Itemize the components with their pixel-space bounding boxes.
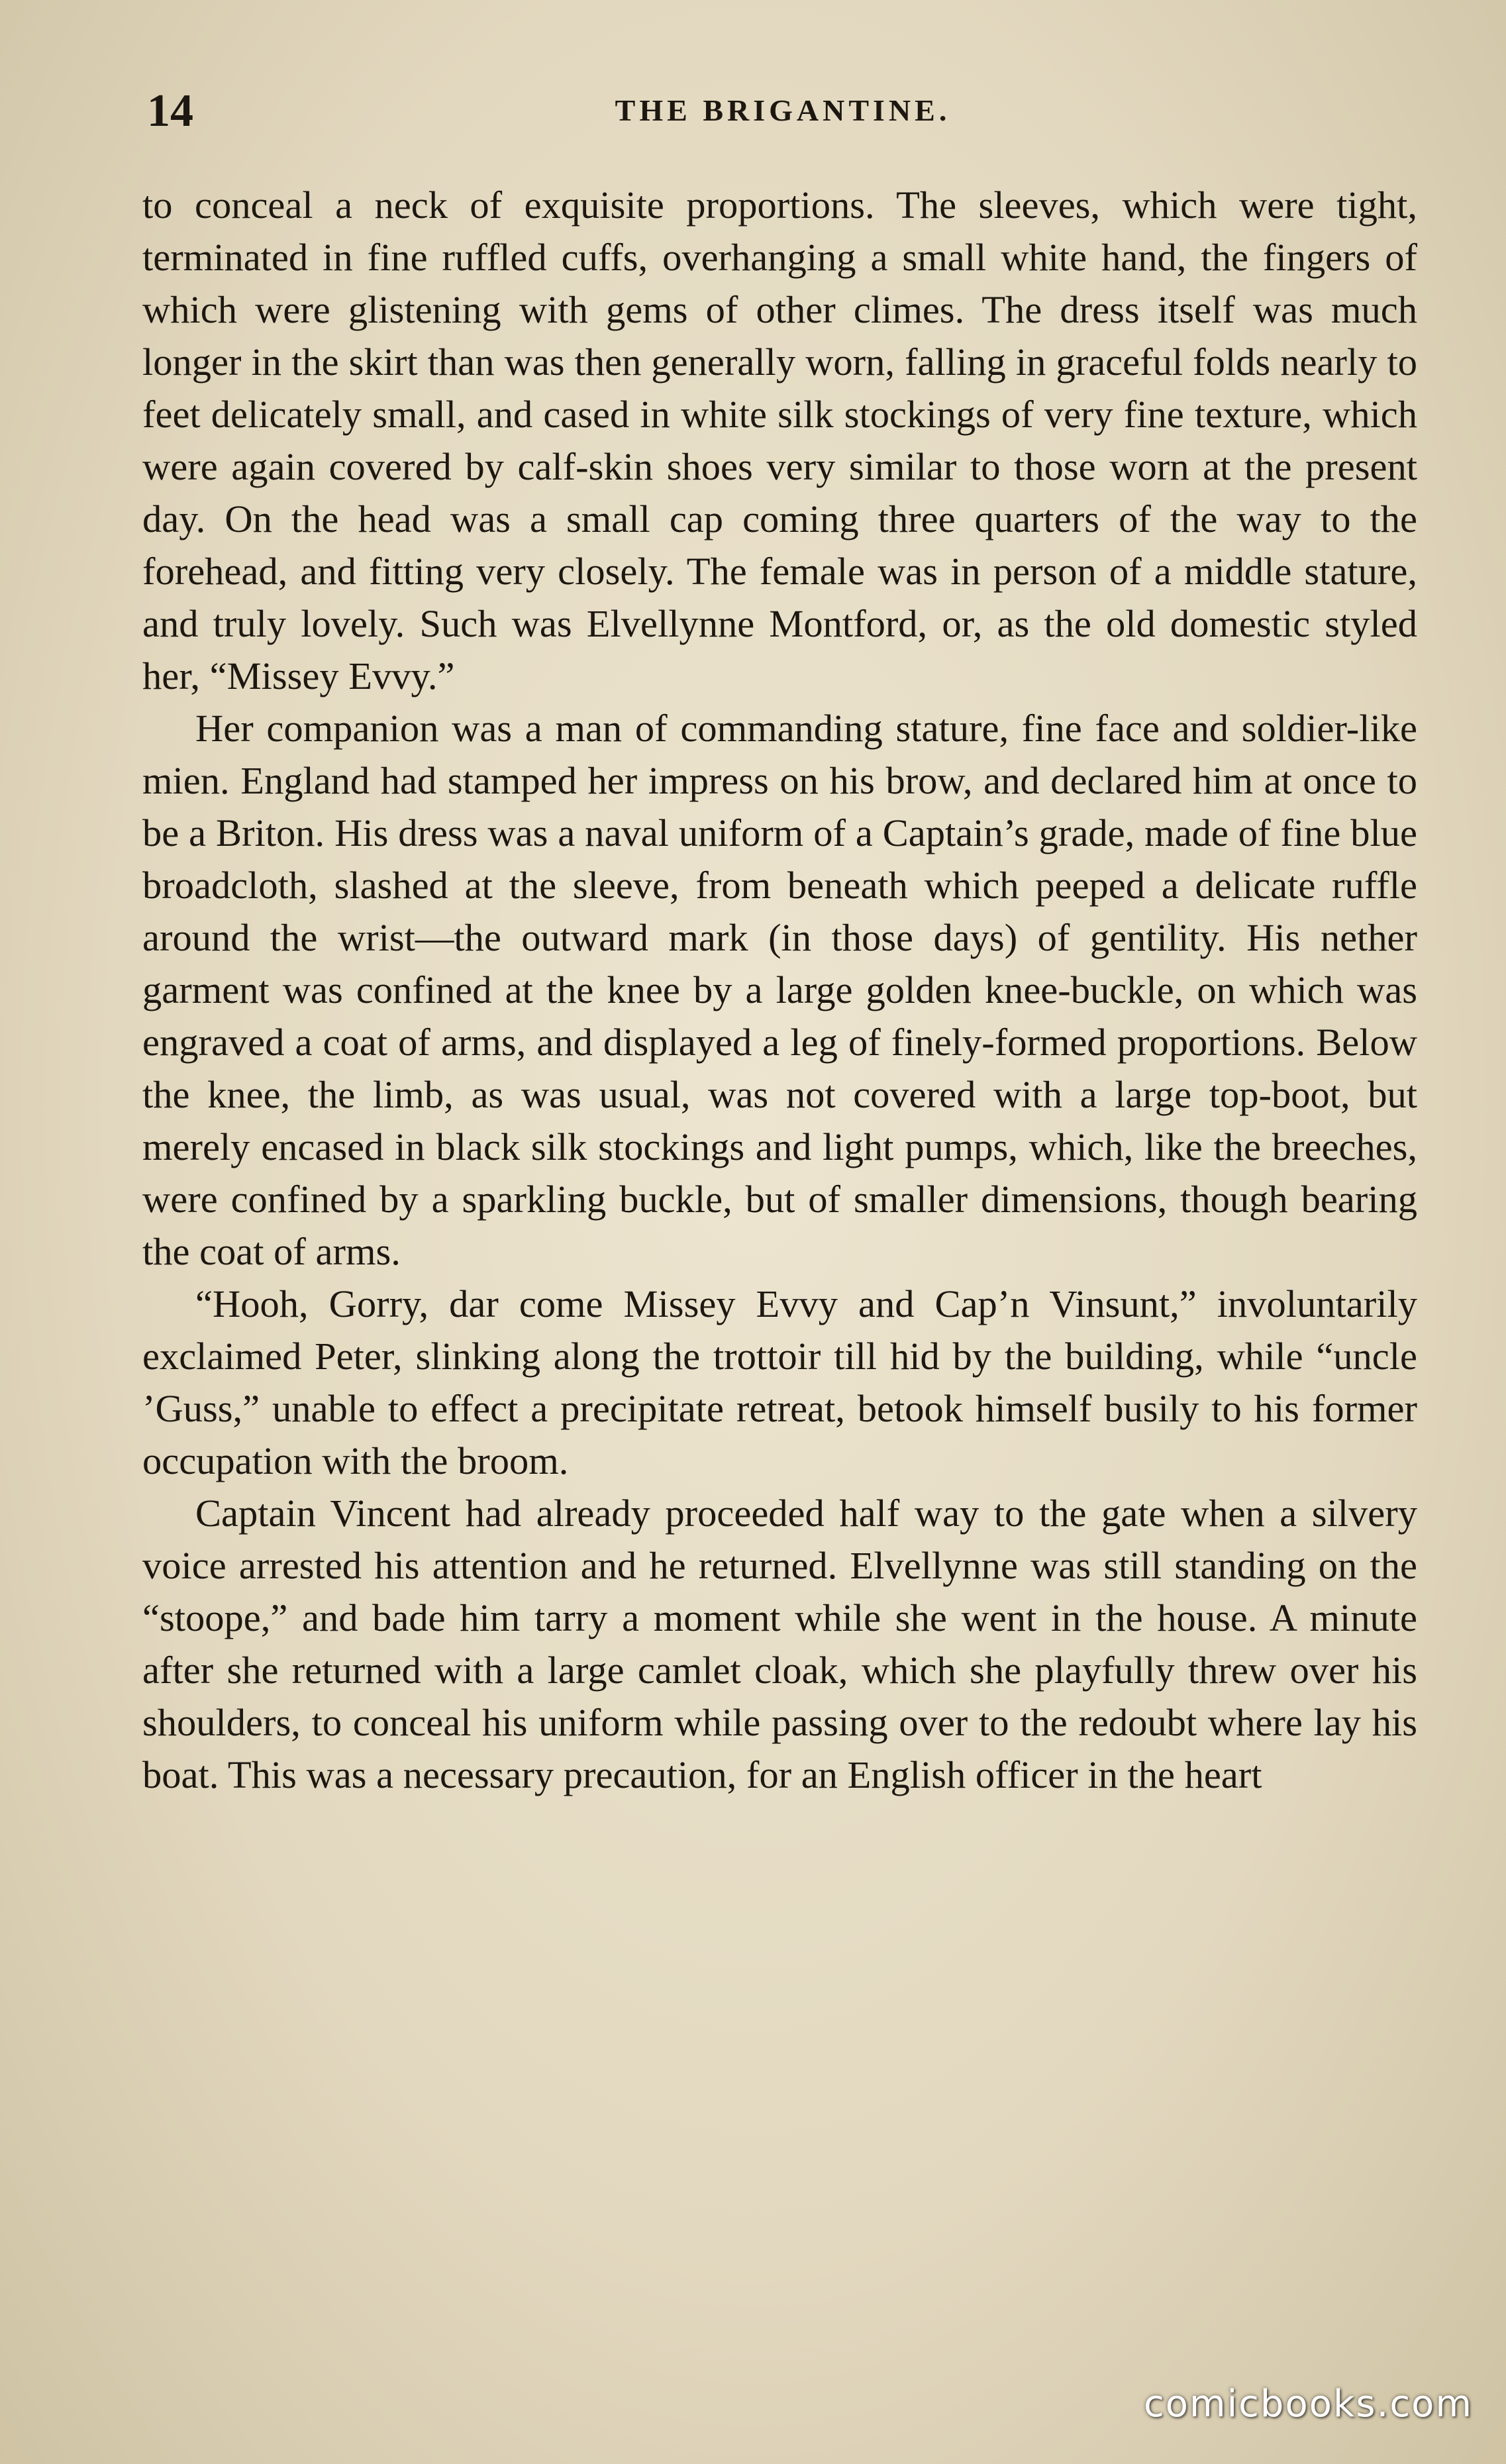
- running-title: THE BRIGANTINE.: [615, 93, 951, 127]
- body-text: [142, 179, 1417, 1801]
- paragraph-4: Captain Vincent had already proceeded half way to the gate when a silvery voice arrested his attention and he returned. Elvellynne was still standing on the “stoope,” and bade him tarry a moment while she went in the house. A minute after she returned with a large camlet cloak, which she playfully threw over his shoulders, to conceal his uniform while passing over to the redoubt where lay his boat. This was a necessary precaution, for an English officer in the heart: [142, 1492, 1417, 1796]
- paragraph-2: Her companion was a man of commanding stature, fine face and soldier-like mien. England had stamped her impress on his brow, and declared him at once to be a Briton. His dress was a naval uniform of a Captain’s grade, made of fine blue broadcloth, slashed at the sleeve, from beneath which peeped a delicate ruffle around the wrist—the outward mark (in those days) of gentility. His nether garment was confined at the knee by a large golden knee-buckle, on which was engraved a coat of arms, and displayed a leg of finely-formed proportions. Below the knee, the limb, as was usual, was not covered with a large top-boot, but merely encased in black silk stockings and light pumps, which, like the breeches, were confined by a sparkling buckle, but of smaller dimensions, though bearing the coat of arms.: [142, 707, 1417, 1273]
- page-number: 14: [147, 85, 193, 136]
- paragraph-1: to conceal a neck of exquisite proportions. The sleeves, which were tight, terminated in fine ruffled cuffs, overhanging a small white hand, the fingers of which were glistening with gems of other climes. The dress itself was much longer in the skirt than was then generally worn, falling in graceful folds nearly to feet delicately small, and cased in white silk stockings of very fine texture, which were again covered by calf-skin shoes very similar to those worn at the present day. On the head was a small cap coming three quarters of the way to the forehead, and fitting very closely. The female was in person of a middle stature, and truly lovely. Such was Elvellynne Montford, or, as the old domestic styled her, “Missey Evvy.”: [142, 183, 1417, 697]
- paragraph-3: “Hooh, Gorry, dar come Missey Evvy and Cap’n Vinsunt,” involuntarily exclaimed Peter, slinking along the trottoir till hid by the building, while “uncle ’Guss,” unable to effect a precipitate retreat, betook himself busily to his former occupation with the broom.: [142, 1282, 1417, 1482]
- watermark: comicbooks.com: [1143, 2383, 1473, 2426]
- page-header: [147, 85, 1419, 144]
- show-through-text: [0, 32, 1506, 78]
